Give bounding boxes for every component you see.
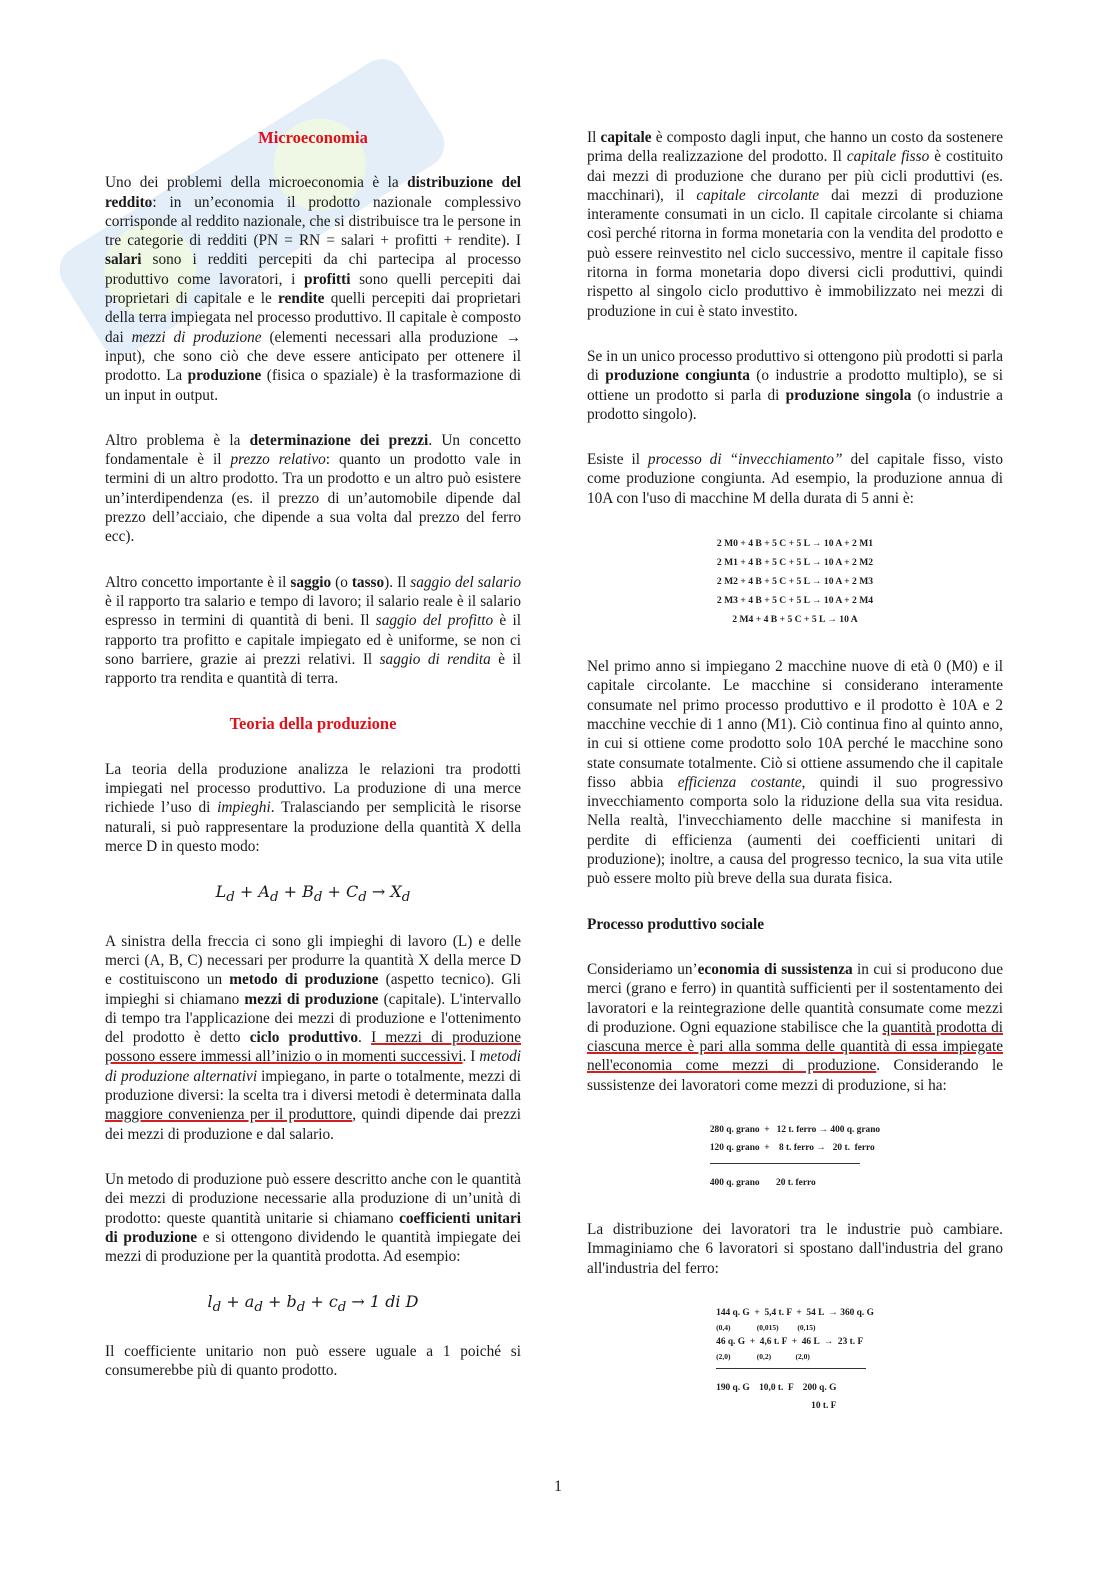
coefficient-row: (2,0) (0,2) (2,0) (716, 1351, 810, 1361)
italic-term: impieghi (217, 799, 271, 817)
equation-line: 2 M4 + 4 B + 5 C + 5 L → 10 A (732, 614, 858, 626)
italic-term: capitale fisso (846, 148, 930, 166)
italic-term: mezzi di produzione (131, 328, 262, 346)
italic-term: saggio del profitto (375, 612, 494, 630)
bold-term: mezzi di produzione (244, 990, 379, 1008)
italic-term: saggio del salario (410, 573, 522, 591)
italic-term: efficienza costante (677, 773, 802, 791)
equation-line: 2 M2 + 4 B + 5 C + 5 L → 10 A + 2 M3 (716, 576, 874, 588)
bold-term: economia di sussistenza (697, 960, 853, 978)
paragraph: Uno dei problemi della microeconomia è la distribuzione del reddito: in un’economia il prodotto nazionale complessivo corrisponde al reddito nazionale, che si distribuisce tra le persone in tre categorie di redditi (PN = RN = salari + profitti + rendite). I salari sono i redditi percepiti da chi partecipa al processo produttivo come lavoratori, i profitti sono quelli percepiti dai proprietari di capitale e le rendite quelli percepiti dai proprietari della terra impiegata nel processo produttivo. Il capitale è composto dai mezzi di produzione (elementi necessari alla produzione → input), che sono ciò che deve essere anticipato per ottenere il prodotto. La produzione (fisica o spaziale) è la trasformazione di un input in output. (105, 174, 522, 404)
bold-term: ciclo produttivo (249, 1029, 359, 1047)
bold-term: metodo di produzione (229, 971, 379, 989)
paragraph: Nel primo anno si impiegano 2 macchine nuove di età 0 (M0) e il capitale circolante. Le macchine si considerano interamente consumate nel primo processo produttivo e il prodotto è 10A e 2 macchine vecchie di 1 anno (M1). Ciò continua fino al quinto anno, in cui si ottiene come prodotto solo 10A perché le macchine sono state consumate totalmente. Ciò si ottiene assumendo che il capitale fisso abbia efficienza costante, quindi il suo progressivo invecchiamento comporta solo la riduzione della sua vita residua. Nella realtà, l'invecchiamento delle macchine si manifesta in perdite di efficienza (aumenti dei coefficienti unitari di produzione); inoltre, a causa del progresso tecnico, la sua vita utile può essere molto più breve della sua durata fisica. (587, 658, 1003, 888)
paragraph: Un metodo di produzione può essere descritto anche con le quantità dei mezzi di produzione necessarie alla produzione di un’unità di prodotto: queste quantità unitarie si chiamano coefficienti unitari di produzione e si ottengono dividendo le quantità impiegate dei mezzi di produzione per la quantità prodotta. Ad esempio: (105, 1170, 521, 1266)
right-column (587, 128, 1003, 1443)
divider (710, 1163, 860, 1164)
section-heading: Teoria della produzione (229, 714, 397, 734)
bold-term: distribuzione del reddito (105, 174, 522, 211)
bold-term: produzione congiunta (605, 367, 750, 385)
paragraph: Consideriamo un’economia di sussistenza in cui si producono due merci (grano e ferro) in quantità sufficienti per il sostentamento dei lavoratori e la reintegrazione delle quantità consumate come mezzi di produzione. Ogni equazione stabilisce che la quantità prodotta di ciascuna merce è pari alla somma delle quantità di essa impiegate nell'economia come mezzi di produzione. Considerando le sussistenze dei lavoratori come mezzi di produzione, si ha: (587, 960, 1003, 1094)
formula: $l_d + a_d + b_d + c_d \to 1$ di D (207, 1292, 419, 1316)
paragraph: Altro problema è la determinazione dei prezzi. Un concetto fondamentale è il prezzo relativo: quanto un prodotto vale in termini di un altro prodotto. Tra un prodotto e un altro può esistere un’interdipendenza (es. il prezzo di un’automobile dipende dal prezzo dell’acciaio, che dipende a sua volta dal prezzo del ferro ecc). (105, 431, 522, 546)
equation-line: 2 M3 + 4 B + 5 C + 5 L → 10 A + 2 M4 (716, 595, 874, 607)
paragraph: La distribuzione dei lavoratori tra le industrie può cambiare. Immaginiamo che 6 lavoratori si spostano dall'industria del grano all'industria del ferro: (587, 1220, 1003, 1277)
bold-term: salari (105, 251, 142, 269)
paragraph: Il capitale è composto dagli input, che hanno un costo da sostenere prima della realizzazione del prodotto. Il capitale fisso è costituito dai mezzi di produzione che durano per più cicli produttivi (es. macchinari), il capitale circolante dai mezzi di produzione interamente consumati in un ciclo. Il capitale circolante si chiama così perché ritorna in forma monetaria con la vendita del prodotto e può essere reinvestito nel ciclo successivo, mentre il capitale fisso ritorna in forma monetaria dopo diversi cicli produttivi, quindi rispetto al singolo ciclo produttivo è immobilizzato nei mezzi di produzione in cui è stato investito. (587, 129, 1003, 320)
equation-block (587, 534, 1003, 629)
underlined-text: maggiore convenienza per il produttore (105, 1106, 353, 1124)
italic-term: capitale circolante (696, 186, 820, 204)
page-number: 1 (554, 1478, 562, 1495)
formula: $L_d + A_d + B_d + C_d \to X_d$ (215, 882, 411, 906)
bold-term: produzione (187, 367, 262, 385)
italic-term: prezzo relativo (230, 451, 326, 469)
bold-term: produzione singola (785, 386, 912, 404)
underlined-text: quantità prodotta di ciascuna merce è pari alla somma delle quantità di essa impiegate nell'economia come mezzi di produzione (587, 1018, 1003, 1075)
bold-term: tasso (351, 573, 385, 591)
equation-line: 2 M0 + 4 B + 5 C + 5 L → 10 A + 2 M1 (716, 538, 874, 550)
table-row: 280 q. grano + 12 t. ferro → 400 q. grano (709, 1124, 881, 1135)
paragraph: Se in un unico processo produttivo si ottengono più prodotti si parla di produzione congiunta (o industrie a prodotto multiplo), se si ottiene un prodotto si parla di produzione singola (o industrie a prodotto singolo). (587, 347, 1003, 423)
table-totals: 400 q. grano 20 t. ferro (709, 1177, 816, 1188)
italic-term: saggio di rendita (379, 650, 491, 668)
bold-term: rendite (278, 290, 325, 308)
italic-term: processo di “invecchiamento” (647, 451, 843, 469)
left-column (105, 128, 521, 1407)
labour-shift-table (587, 1304, 1003, 1415)
subsection-heading: Processo produttivo sociale (587, 915, 765, 933)
bold-term: determinazione dei prezzi (249, 431, 429, 449)
bold-term: saggio (290, 573, 332, 591)
paragraph: Il coefficiente unitario non può essere uguale a 1 poiché si consumerebbe più di quanto prodotto. (105, 1342, 521, 1380)
paragraph: Esiste il processo di “invecchiamento” del capitale fisso, visto come produzione congiunta. Ad esempio, la produzione annua di 10A con l'uso di macchine M della durata di 5 anni è: (587, 451, 1003, 507)
paragraph: La teoria della produzione analizza le relazioni tra prodotti impiegati nel processo produttivo. La produzione di una merce richiede l’uso di impieghi. Tralasciando per semplicità le risorse naturali, si può rappresentare la produzione della quantità X della merce D in questo modo: (105, 760, 521, 855)
bold-term: profitti (304, 270, 351, 288)
paragraph: A sinistra della freccia ci sono gli impieghi di lavoro (L) e delle merci (A, B, C) necessari per produrre la quantità X della merce D e costituiscono un metodo di produzione (aspetto tecnico). Gli impieghi si chiamano mezzi di produzione (capitale). L'intervallo di tempo tra l'applicazione dei mezzi di produzione e l'ottenimento del prodotto è detto ciclo produttivo. I mezzi di produzione possono essere immessi all’inizio o in momenti successivi. I metodi di produzione alternativi impiegano, in parte o totalmente, mezzi di produzione diversi: la scelta tra i diversi metodi è determinata dalla maggiore convenienza per il produttore, quindi dipende dai prezzi dei mezzi di produzione e dal salario. (105, 932, 522, 1143)
bold-term: coefficienti unitari di produzione (105, 1209, 521, 1246)
equation-line: 2 M1 + 4 B + 5 C + 5 L → 10 A + 2 M2 (716, 557, 874, 569)
coefficient-row: (0,4) (0,015) (0,15) (716, 1322, 816, 1332)
italic-term: metodi di produzione alternativi (105, 1048, 522, 1085)
bold-term: capitale (600, 129, 652, 146)
paragraph: Altro concetto importante è il saggio (o tasso). Il saggio del salario è il rapporto tra salario e tempo di lavoro; il salario reale è il salario espresso in termini di quantità di beni. Il saggio del profitto è il rapporto tra profitto e capitale impiegato ed è uniforme, se non ci sono barriere, grazie ai prezzi relativi. Il saggio di rendita è il rapporto tra rendita e quantità di terra. (105, 573, 522, 688)
table-row: 144 q. G + 5,4 t. F + 54 L → 360 q. G (716, 1307, 874, 1318)
table-totals: 190 q. G 10,0 t. F 200 q. G (716, 1382, 837, 1393)
page-title: Microeconomia (258, 128, 368, 147)
table-row: 46 q. G + 4,6 t. F + 46 L → 23 t. F (716, 1336, 864, 1347)
grain-iron-table (587, 1121, 1003, 1192)
table-totals: 10 t. F (811, 1400, 837, 1411)
table-row: 120 q. grano + 8 t. ferro → 20 t. ferro (709, 1142, 875, 1153)
divider (716, 1368, 866, 1369)
underlined-text: I mezzi di produzione possono essere immessi all’inizio o in momenti successivi (105, 1029, 521, 1066)
